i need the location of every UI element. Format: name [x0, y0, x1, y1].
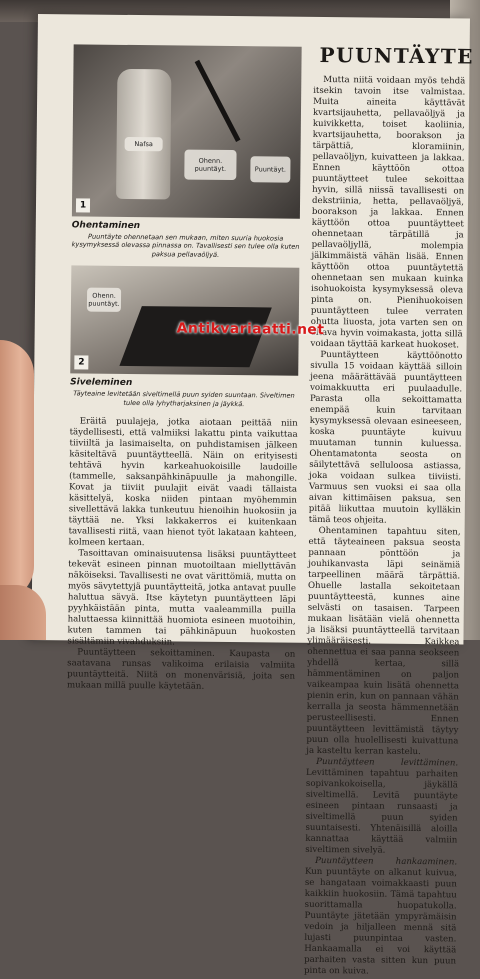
right-column	[303, 42, 475, 979]
left-paragraph-1: Eräitä puulajeja, jotka aiotaan peittää niin täydellisesti, että valmiiksi lakattu pinta vaikuttaa tiiviiltä ja lasimaiselta, on puhdistamisen jälkeen käsiteltävä puuntäytteellä. Näin on erityisesti tehtävä hyvin karkeahuokoisille laudoille (tammelle, saksanpähkinäpuulle ja mahongille. Kovat ja tiiviit puulajit eivät vaadi tällaista käsittelyä, koska niiden pintaan myöhemmin sivellettävä lakka tunkeutuu hienoihin huokosiin ja täyttää ne. Yksi lakkakerros ei kuitenkaan tavallisesti riitä, vaan hienot työt lakataan kahteen, kolmeen kertaan.	[68, 416, 298, 549]
section-1-text: Levittäminen tapahtuu parhaiten sopivankokoisella, jäykällä siveltimellä. Levitä puuntäyte esineen pintaan runsaasti ja siveltimellä puun syiden suuntaisesti. Yhtenäisillä aloilla kannattaa käyttää valmiin siveltimen sivelyä.	[305, 767, 459, 856]
left-column	[67, 44, 302, 693]
right-section-1	[305, 757, 458, 858]
figure-2-title: Siveleminen	[70, 377, 133, 389]
jar-label-1: Nafsa	[125, 137, 163, 151]
left-body-text	[67, 416, 298, 693]
right-section-2	[304, 856, 457, 979]
jar-label-2: Ohenn. puuntäyt.	[184, 150, 236, 181]
section-2-text: Kun puuntäyte on alkanut kuivua, se hangataan voimakkaasti puun kaikkiin huokosiin. Tämä tapahtuu suorittamalla huopatukolla. Puuntäyte jätetään ympyrämäisin vedoin ja hiljalleen mennä sitä lujasti puunpintaa vasten. Hankaamalla ei voi käyttää parhaiten vasta sitten kun puun pinta on kuiva.	[303, 866, 458, 977]
left-paragraph-3: Puuntäytteen sekoittaminen. Kaupasta on saatavana runsas valikoima erilaisia valmiita puuntäytteitä. Niitä on monenvärisiä, joita sen mukaan millä puulle käytetään.	[66, 647, 296, 692]
thumb-image	[0, 340, 34, 600]
brush-image	[195, 60, 241, 142]
page-heading: PUUNTÄYTE	[319, 42, 475, 69]
jar-label-4: Ohenn. puuntäyt.	[87, 288, 121, 312]
figure-1-number: 1	[76, 198, 90, 212]
right-body-text	[304, 75, 465, 979]
watermark-text: Antikvariaatti.net	[176, 320, 325, 339]
figure-1-caption: Puuntäyte ohennetaan sen mukaan, miten suuria huokosia kysymyksessä olevassa pinnassa on. Tavallisesti sen tulee olla kuten paksua pellavaöljyä.	[71, 232, 300, 259]
figure-2-number: 2	[74, 356, 88, 370]
section-2-title: Puuntäytteen hankaaminen.	[315, 855, 458, 868]
figure-1-photo	[72, 44, 302, 218]
figure-1-title: Ohentaminen	[71, 220, 141, 232]
section-1-title: Puuntäytteen levittäminen.	[316, 756, 459, 769]
left-paragraph-2: Tasoittavan ominaisuutensa lisäksi puuntäytteet tekevät esineen pinnan muotoiltaan miellyttävän näköiseksi. Tavallisesti ne ovat värittömiä, mutta on myös sävytettyjä puuntäytteitä, jotka antavat puulle haluttua sävyä. Itse käytetyn puuntäytteen läpi pyyhkäistään pinta, mutta vaaleammilla puilla haluttaessa kiinnittää huomiota esineen muotoihin, kuten tammen tai pähkinäpuun huokosten sisältämiin vivahduksiin.	[67, 548, 297, 648]
right-paragraph-1: Mutta niitä voidaan myös tehdä itsekin tavoin itse valmistaa. Muita aineita käyttävät kvartsijauhetta, pellavaöljyä ja kuivikketta, toiset kaoliinia, kvartsijauhetta, boorakson ja tärpättiä, kloramiinin, pellavaöljyn, kuivatteen ja lakkaa. Ennen käyttöön ottoa puuntäytteet tulee sekoittaa hyvin, sillä niissä tavallisesti on dekstriinia, hetta, pellavaöljyä, boorakson ja lakkaa. Ennen käyttöön ottoa puuntäytteet ohennetaan tärpätillä ja pellavaöljyllä, molempia jälkimmäistä vähän lisää. Ennen käyttöön ottoa puuntäytettä ohennetaan sen mukaan kuinka isohuokoista kysymyksessä oleva pinta on. Pienihuokoisen puuntäytteen tulee verraten ohutta liuosta, jota varten sen on oltava hyvin voimakasta, jotta sillä voidaan täyttää karkeat huokoset.	[310, 74, 466, 351]
right-paragraph-3: Ohentaminen tapahtuu siten, että täyteaineen paksua seosta pannaan pönttöön ja jouhikanvasta läpi seinämiä tarpeellinen määrä tärpättiä. Ohuelle lastalla sekoitetaan puuntäytteestä, kunnes aine selvästi on tasaisen. Tarpeen mukaan lisätään vielä ohennetta ja lisäksi puuntäytteellä tarvitaan ylimääräisesti. Kaikkea ohennettua ei saa panna seokseen yhdellä kertaa, sillä hämmentäminen on paljon vaikeampaa kuin lisätä ohennetta pienin erin, kun on pannaan vähän kerralla ja seosta hämmennetään perusteellisesti. Ennen puuntäytteen levittämistä täytyy puun olla huolellisesti kuivattuna ja kasteltu kerran kastelu.	[306, 525, 461, 758]
figure-2-caption: Täyteaine levitetään siveltimellä puun syiden suuntaan. Siveltimen tulee olla lyhytharjaksinen ja jäykkä.	[73, 389, 295, 408]
book-page	[31, 14, 475, 977]
right-paragraph-2: Puuntäytteen käyttöönotto sivulla 15 voidaan käyttää silloin jeena määrättävää puuntäytteen voimakkuutta eri puulaadulle. Parasta olla sekoittamatta enempää kuin tarvitaan kysymyksessä olevaan esineeseen, koska puuntäyte kuivuu muutaman tunnin kuluessa. Ohentamatonta seosta on säilytettävä selluloosa astiassa, joka voidaan sulkea tiiviisti. Varmuus sen vuoksi ei saa olla aivan kittimäisen paksua, sen pitää liikuttaa muutoin kylläkin tämä teos ohjeita.	[308, 349, 463, 526]
bottle-image	[116, 69, 171, 200]
jar-label-3: Puuntäyt.	[250, 156, 290, 182]
